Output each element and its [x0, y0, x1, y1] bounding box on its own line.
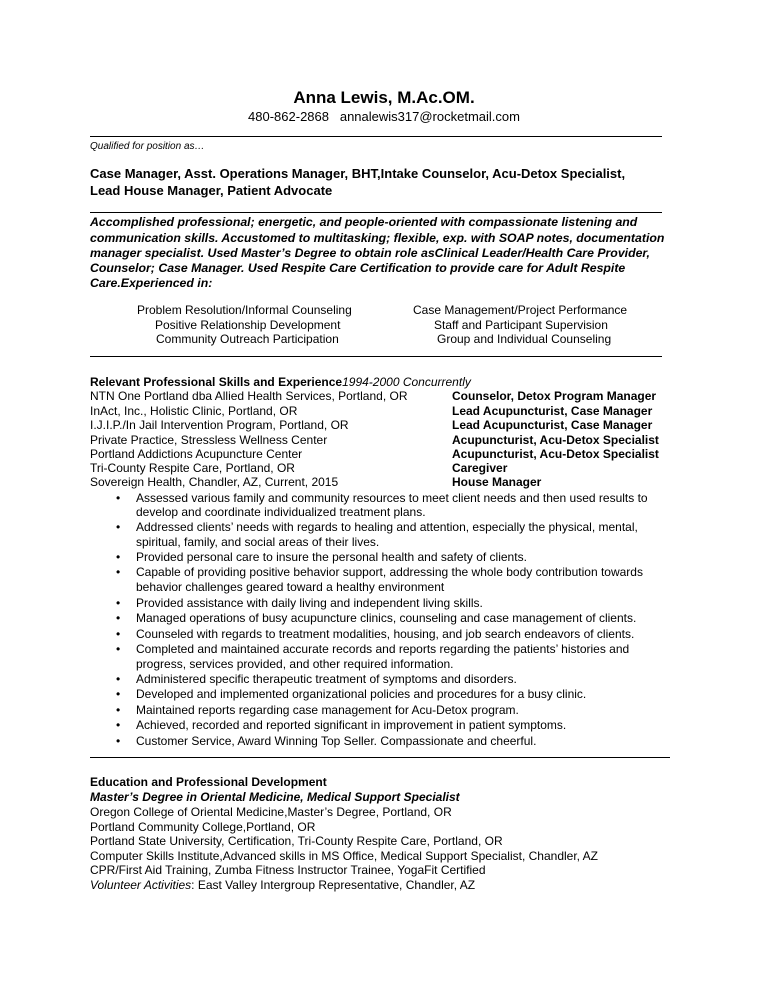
job-org: Sovereign Health, Chandler, AZ, Current, 2015	[90, 475, 339, 489]
bullet-text: Counseled with regards to treatment modalities, housing, and job search endeavors of clients.	[136, 627, 635, 641]
experience-item: Community Outreach Participation	[156, 332, 339, 346]
bullet-text: progress, services provided, and other required information.	[136, 657, 454, 671]
bullet-icon: •	[116, 491, 121, 505]
job-role: House Manager	[452, 475, 542, 489]
degree-title: Master’s Degree in Oriental Medicine, Medical Support Specialist	[90, 790, 460, 804]
divider	[90, 356, 662, 357]
education-line: Portland Community College,Portland, OR	[90, 820, 316, 834]
job-role: Acupuncturist, Acu-Detox Specialist	[452, 447, 659, 461]
bullet-text: Provided assistance with daily living and independent living skills.	[136, 596, 483, 610]
experience-item: Group and Individual Counseling	[437, 332, 612, 346]
bullet-icon: •	[116, 611, 121, 625]
bullet-text: behavior challenges geared toward a healthy environment	[136, 580, 445, 594]
experience-item: Positive Relationship Development	[155, 318, 341, 332]
bullet-icon: •	[116, 687, 121, 701]
volunteer-text: : East Valley Intergroup Representative, Chandler, AZ	[191, 878, 476, 892]
job-org: Portland Addictions Acupuncture Center	[90, 447, 303, 461]
bullet-text: spiritual, family, and social areas of their lives.	[136, 535, 380, 549]
job-org: Private Practice, Stressless Wellness Center	[90, 433, 328, 447]
summary-line: Counselor; Case Manager. Used Respite Care Certification to provide care for Adult Respite	[90, 261, 626, 275]
bullet-text: Addressed clients’ needs with regards to healing and attention, especially the physical, mental,	[136, 520, 638, 534]
job-role: Lead Acupuncturist, Case Manager	[452, 404, 653, 418]
experience-item: Problem Resolution/Informal Counseling	[137, 303, 352, 317]
bullet-text: Managed operations of busy acupuncture clinics, counseling and case management of clients.	[136, 611, 637, 625]
bullet-icon: •	[116, 642, 121, 656]
bullet-icon: •	[116, 627, 121, 641]
bullet-icon: •	[116, 718, 121, 732]
experience-item: Case Management/Project Performance	[413, 303, 628, 317]
candidate-name: Anna Lewis, M.Ac.OM.	[293, 88, 475, 107]
education-line: CPR/First Aid Training, Zumba Fitness Instructor Trainee, YogaFit Certified	[90, 863, 486, 877]
skills-heading-text: Relevant Professional Skills and Experience	[90, 375, 343, 389]
job-org: NTN One Portland dba Allied Health Services, Portland, OR	[90, 389, 408, 403]
bullet-text: Achieved, recorded and reported significant in improvement in patient symptoms.	[136, 718, 567, 732]
bullet-text: Developed and implemented organizational policies and procedures for a busy clinic.	[136, 687, 587, 701]
bullet-text: develop and coordinate individualized treatment plans.	[136, 505, 426, 519]
bullet-text: Provided personal care to insure the personal health and safety of clients.	[136, 550, 527, 564]
bullet-text: Maintained reports regarding case management for Acu-Detox program.	[136, 703, 519, 717]
volunteer-label: Volunteer Activities	[90, 878, 192, 892]
job-role: Lead Acupuncturist, Case Manager	[452, 418, 653, 432]
divider	[90, 136, 662, 137]
divider	[90, 212, 662, 213]
bullet-icon: •	[116, 565, 121, 579]
education-line: Portland State University, Certification, Tri-County Respite Care, Portland, OR	[90, 834, 503, 848]
positions-line-1: Case Manager, Asst. Operations Manager, BHT,Intake Counselor, Acu-Detox Specialist,	[90, 166, 626, 181]
summary-line: communication skills. Accustomed to multitasking; flexible, exp. with SOAP notes, documentation	[90, 231, 665, 245]
bullet-icon: •	[116, 550, 121, 564]
skills-heading	[90, 375, 471, 389]
job-org: I.J.I.P./In Jail Intervention Program, Portland, OR	[90, 418, 349, 432]
job-org: Tri-County Respite Care, Portland, OR	[90, 461, 295, 475]
education-line: Oregon College of Oriental Medicine,Master’s Degree, Portland, OR	[90, 805, 452, 819]
positions-line-2: Lead House Manager, Patient Advocate	[90, 183, 333, 198]
bullet-icon: •	[116, 520, 121, 534]
education-heading: Education and Professional Development	[90, 775, 327, 789]
bullet-icon: •	[116, 734, 121, 748]
bullet-icon: •	[116, 672, 121, 686]
summary-line: Care.Experienced in:	[90, 276, 213, 290]
summary-line: manager specialist. Used Master’s Degree to obtain role asClinical Leader/Health Care Provider,	[90, 246, 650, 260]
divider	[90, 757, 670, 758]
volunteer-line	[90, 878, 475, 892]
contact-line	[0, 109, 768, 124]
job-role: Caregiver	[452, 461, 508, 475]
bullet-text: Capable of providing positive behavior support, addressing the whole body contribution towards	[136, 565, 643, 579]
job-role: Acupuncturist, Acu-Detox Specialist	[452, 433, 659, 447]
bullet-icon: •	[116, 596, 121, 610]
bullet-text: Administered specific therapeutic treatment of symptoms and disorders.	[136, 672, 517, 686]
bullet-text: Completed and maintained accurate records and reports regarding the patients’ histories and	[136, 642, 630, 656]
bullet-icon: •	[116, 703, 121, 717]
education-line: Computer Skills Institute,Advanced skills in MS Office, Medical Support Specialist, Chandler, AZ	[90, 849, 599, 863]
bullet-text: Customer Service, Award Winning Top Seller. Compassionate and cheerful.	[136, 734, 537, 748]
experience-item: Staff and Participant Supervision	[434, 318, 608, 332]
bullet-text: Assessed various family and community resources to meet client needs and then used results to	[136, 491, 648, 505]
email-address: annalewis317@rocketmail.com	[339, 109, 520, 124]
qualified-label: Qualified for position as…	[90, 141, 205, 152]
job-org: InAct, Inc., Holistic Clinic, Portland, OR	[90, 404, 298, 418]
job-role: Counselor, Detox Program Manager	[452, 389, 657, 403]
skills-dates: 1994-2000 Concurrently	[342, 375, 471, 389]
summary-line: Accomplished professional; energetic, and people-oriented with compassionate listening and	[90, 215, 638, 229]
phone-number: 480-862-2868	[248, 109, 329, 124]
